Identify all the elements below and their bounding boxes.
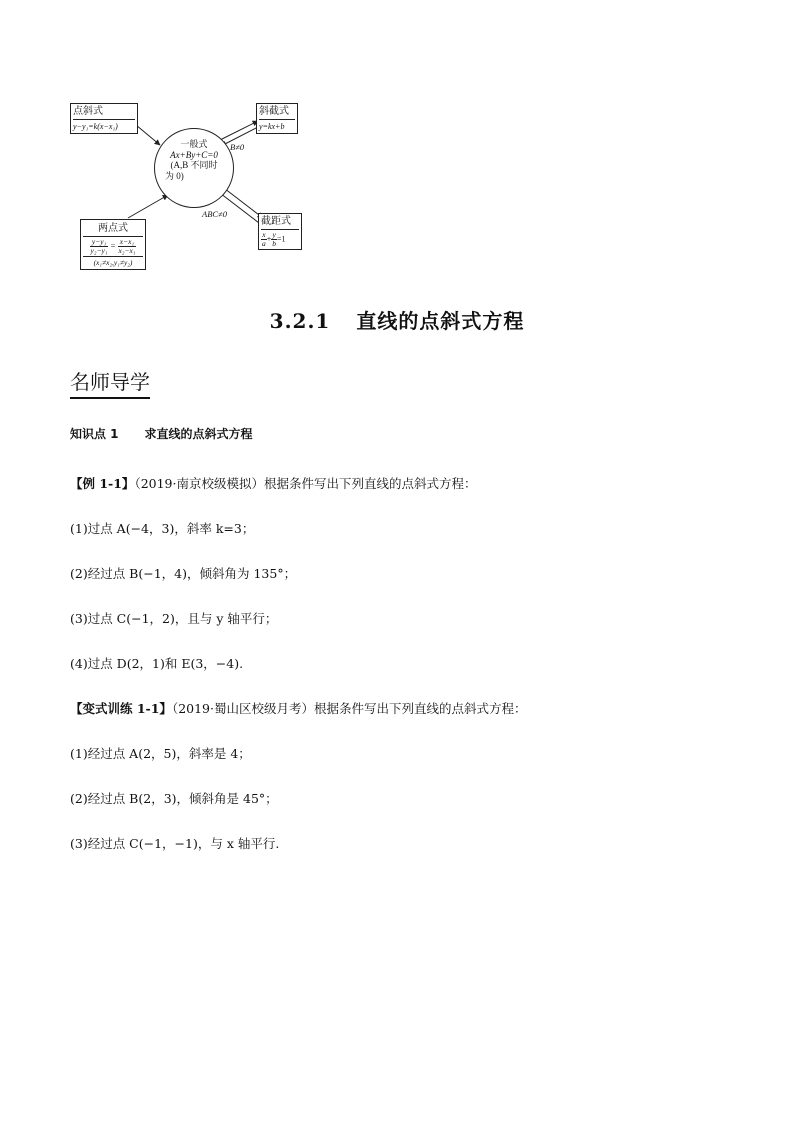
example-item-3: (3)过点 C(−1，2)，且与 y 轴平行；	[70, 611, 278, 626]
two-point-den-left: y₂−y₁	[90, 246, 108, 255]
intercept-formula	[261, 229, 299, 248]
two-point-box	[80, 219, 146, 270]
general-form-title: 一般式	[180, 139, 208, 149]
point-slope-title: 点斜式	[73, 106, 103, 117]
slope-intercept-box	[256, 103, 298, 134]
section-title	[0, 305, 794, 334]
condition-abc-label: ABC≠0	[202, 209, 227, 219]
teacher-guide-heading: 名师导学	[70, 366, 150, 399]
intercept-title: 截距式	[261, 216, 291, 227]
exercise-item-3: (3)经过点 C(−1，−1)，与 x 轴平行.	[70, 836, 280, 851]
general-form-formula: Ax+By+C=0	[170, 149, 218, 160]
slope-intercept-formula: y=kx+b	[259, 119, 295, 132]
example-header	[70, 474, 477, 492]
two-point-fraction-right	[118, 238, 137, 255]
intercept-num-x: x	[262, 230, 266, 239]
exercise-item-2: (2)经过点 B(2，3)，倾斜角是 45°；	[70, 791, 278, 806]
intercept-box	[258, 213, 302, 250]
point-slope-box	[70, 103, 138, 134]
intercept-plus: +	[266, 234, 272, 244]
intercept-num-y: y	[272, 230, 276, 239]
example-item-2: (2)经过点 B(−1，4)，倾斜角为 135°；	[70, 566, 297, 581]
general-form-condition-2: 为 0)	[165, 170, 184, 181]
two-point-equals: =	[110, 241, 116, 251]
exercise-item-1: (1)经过点 A(2，5)，斜率是 4；	[70, 746, 251, 761]
condition-b-label: B≠0	[230, 142, 245, 152]
arrow-two-point	[128, 195, 168, 218]
slope-intercept-title: 斜截式	[259, 106, 289, 117]
line-forms-diagram	[60, 95, 320, 290]
example-item-1: (1)过点 A(−4，3)，斜率 k=3；	[70, 521, 255, 536]
two-point-formula	[83, 236, 143, 255]
intercept-den-a: a	[262, 239, 266, 248]
exercise-header	[70, 699, 527, 717]
exercise-prompt: 根据条件写出下列直线的点斜式方程：	[313, 701, 527, 716]
example-source: （2019·南京校级模拟）	[134, 476, 264, 491]
section-number: 3.2.1	[269, 309, 331, 333]
two-point-den-right: x₂−x₁	[118, 246, 136, 255]
general-form-condition-1: (A,B 不同时	[170, 160, 218, 170]
intercept-den-b: b	[272, 239, 277, 248]
section-name: 直线的点斜式方程	[356, 309, 525, 333]
intercept-equals-one: =1	[277, 234, 286, 244]
two-point-fraction-left	[90, 238, 109, 255]
arrow-slope-intercept-a	[218, 121, 258, 141]
knowledge-point	[70, 425, 253, 442]
knowledge-point-label: 知识点 1	[70, 427, 119, 441]
example-tag: 【例 1-1】	[70, 476, 135, 491]
two-point-title: 两点式	[98, 223, 128, 234]
general-form-circle	[154, 128, 234, 208]
exercise-tag: 【变式训练 1-1】	[70, 701, 172, 716]
example-prompt: 根据条件写出下列直线的点斜式方程：	[263, 476, 477, 491]
example-item-4: (4)过点 D(2，1)和 E(3，−4).	[70, 656, 244, 671]
two-point-num-left: y−y₁	[90, 238, 109, 247]
exercise-source: （2019·蜀山区校级月考）	[171, 701, 314, 716]
point-slope-formula: y−y₁=k(x−x₁)	[73, 119, 135, 132]
two-point-num-right: x−x₁	[118, 238, 137, 247]
two-point-condition: (x₁≠x₂,y₁≠y₂)	[83, 256, 143, 268]
knowledge-point-title: 求直线的点斜式方程	[144, 427, 253, 441]
